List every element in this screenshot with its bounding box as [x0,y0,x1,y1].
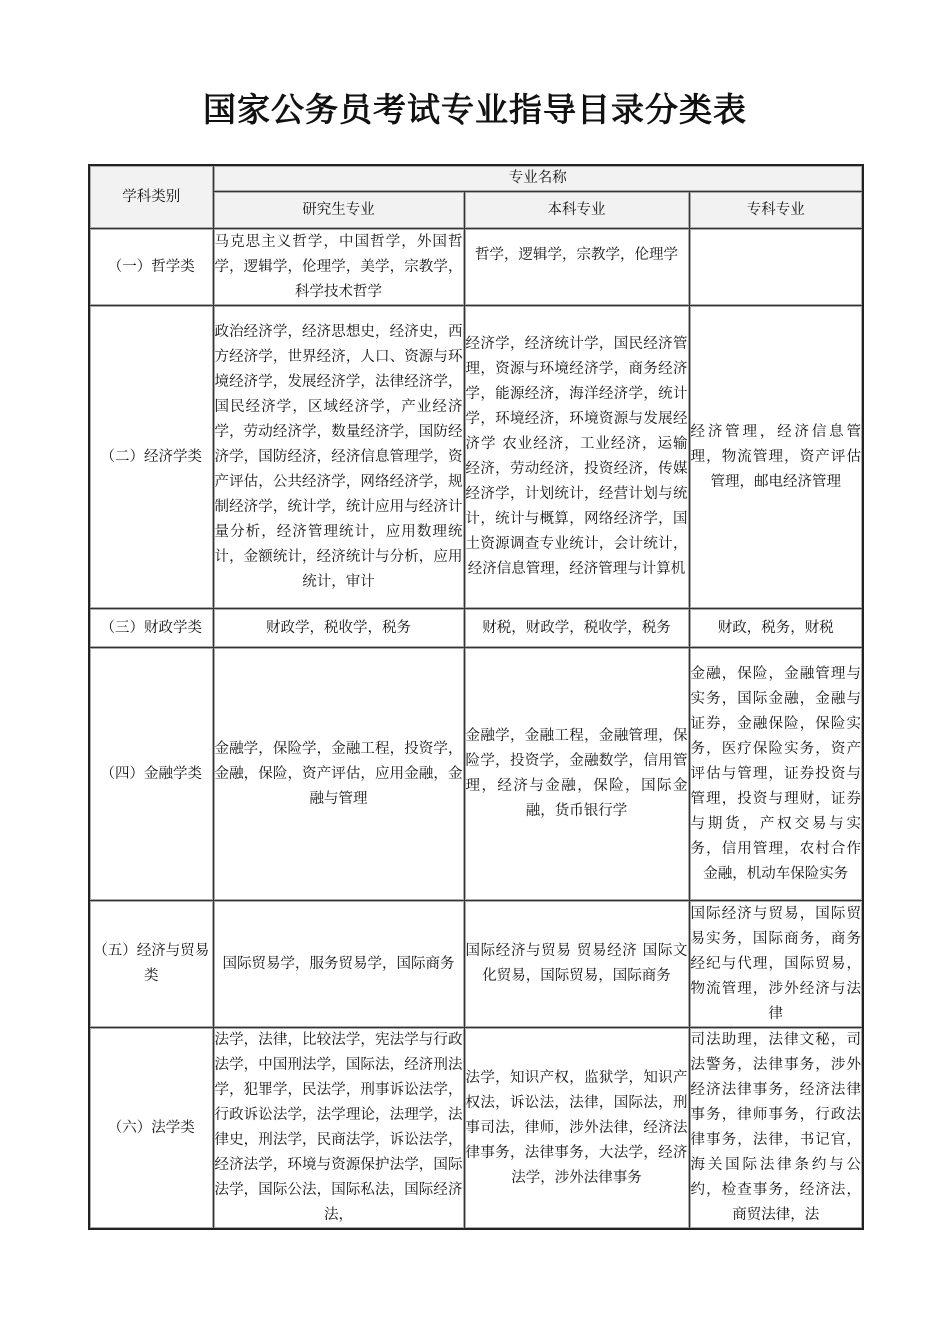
category-cell: （六）法学类 [89,1028,213,1230]
undergraduate-cell: 金融学，金融工程，金融管理，保险学，投资学，金融数学，信用管理，经济与金融，保险，国际金融，货币银行学 [464,648,689,901]
table-row-finance-taxation [89,609,863,648]
table-row-economics [89,306,863,609]
header-undergraduate: 本科专业 [464,192,689,229]
header-category: 学科类别 [89,165,213,229]
header-junior-college: 专科专业 [689,192,863,229]
category-cell: （一）哲学类 [89,229,213,306]
junior-college-cell: 经济管理，经济信息管理，物流管理，资产评估管理，邮电经济管理 [689,306,863,609]
junior-college-cell: 金融，保险，金融管理与实务，国际金融，金融与证券，金融保险，保险实务，医疗保险实务，资产评估与管理，证券投资与管理，投资与理财，证券与期货，产权交易与实务，信用管理，农村合作金融，机动车保险实务 [689,648,863,901]
table-row-finance [89,648,863,901]
category-cell: （四）金融学类 [89,648,213,901]
graduate-cell: 马克思主义哲学，中国哲学，外国哲学，逻辑学，伦理学，美学，宗教学，科学技术哲学 [213,229,464,306]
category-cell: （三）财政学类 [89,609,213,648]
junior-college-cell [689,229,863,306]
graduate-cell: 政治经济学，经济思想史，经济史，西方经济学，世界经济，人口、资源与环境经济学，发展经济学，法律经济学，国民经济学，区域经济学，产业经济学，劳动经济学，数量经济学，国防经济学，国防经济，经济信息管理学，资产评估，公共经济学，网络经济学，规制经济学，统计学，统计应用与经济计量分析，经济管理统计，应用数理统计，金额统计，经济统计与分析，应用统计，审计 [213,306,464,609]
undergraduate-cell: 财税，财政学，税收学，税务 [464,609,689,648]
graduate-cell: 财政学，税收学，税务 [213,609,464,648]
graduate-cell: 国际贸易学，服务贸易学，国际商务 [213,901,464,1028]
header-row-major-name [89,165,863,192]
graduate-cell: 金融学，保险学，金融工程，投资学，金融，保险，资产评估，应用金融，金融与管理 [213,648,464,901]
header-graduate: 研究生专业 [213,192,464,229]
table-row-philosophy [89,229,863,306]
graduate-cell: 法学，法律，比较法学，宪法学与行政法学，中国刑法学，国际法，经济刑法学，犯罪学，民法学，刑事诉讼法学，行政诉讼法学，法学理论，法理学，法律史，刑法学，民商法学，诉讼法学，经济法学，环境与资源保护法学，国际法学，国际公法，国际私法，国际经济法， [213,1028,464,1230]
undergraduate-cell: 经济学，经济统计学，国民经济管理，资源与环境经济学，商务经济学，能源经济，海洋经济学，统计学，环境经济，环境资源与发展经济学 农业经济，工业经济，运输经济，劳动经济，投资经济，传媒经济学，计划统计，经营计划与统计，统计与概算，网络经济学，国土资源调查专业统计，会计统计，经济信息管理，经济管理与计算机 [464,306,689,609]
junior-college-cell: 司法助理，法律文秘，司法警务，法律事务，涉外经济法律事务，经济法律事务，律师事务，行政法律事务，法律，书记官，海关国际法律条约与公约，检查事务，经济法，商贸法律，法 [689,1028,863,1230]
undergraduate-cell: 国际经济与贸易 贸易经济 国际文化贸易，国际贸易，国际商务 [464,901,689,1028]
undergraduate-cell: 法学，知识产权，监狱学，知识产权法，诉讼法，法律，国际法，刑事司法，律师，涉外法律，经济法律事务，法律事务，大法学，经济法学，涉外法律事务 [464,1028,689,1230]
category-cell: （五）经济与贸易类 [89,901,213,1028]
junior-college-cell: 财政，税务，财税 [689,609,863,648]
undergraduate-cell: 哲学，逻辑学，宗教学，伦理学 [464,229,689,306]
category-cell: （二）经济学类 [89,306,213,609]
major-directory-table [88,164,864,1230]
header-major-name: 专业名称 [213,165,863,192]
table-row-economics-trade [89,901,863,1028]
page-title: 国家公务员考试专业指导目录分类表 [203,90,747,129]
junior-college-cell: 国际经济与贸易，国际贸易实务，国际商务，商务经纪与代理，国际贸易，物流管理，涉外经济与法律 [689,901,863,1028]
table-row-law [89,1028,863,1230]
